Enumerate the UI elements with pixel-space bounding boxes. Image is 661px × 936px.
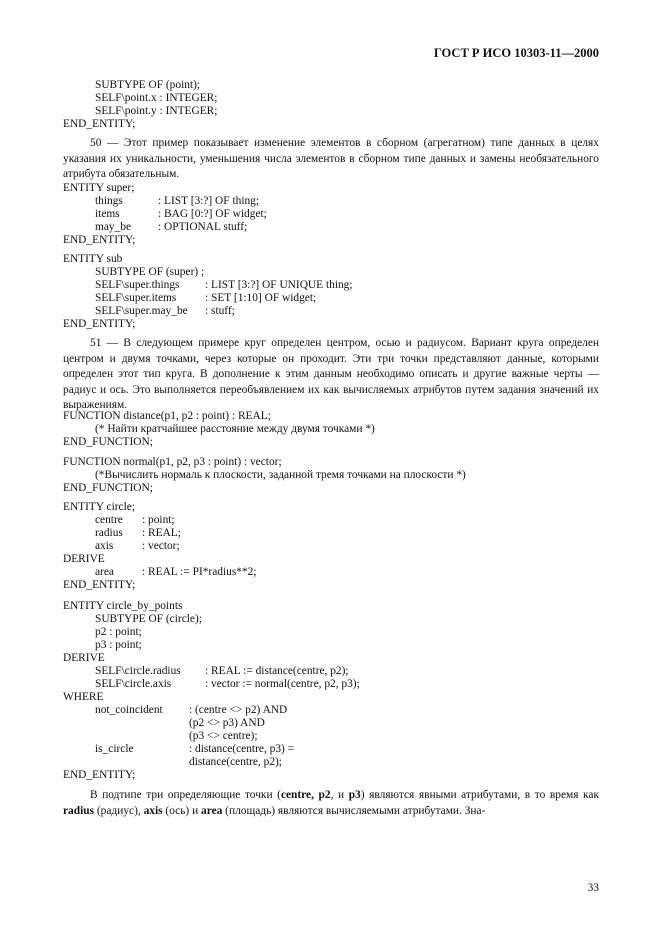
code-line: SUBTYPE OF (point); — [95, 79, 201, 91]
code-line: (p2 <> p3) AND — [189, 717, 265, 729]
para-text: ) являются явными атрибутами, в то время как — [360, 789, 599, 801]
code-line: END_FUNCTION; — [63, 482, 153, 494]
code-attr-name: may_be — [95, 221, 132, 233]
code-line: SUBTYPE OF (circle); — [95, 613, 202, 625]
example-50-text: 50 — Этот пример показывает изменение элементов в сборном (агрегатном) типе данных в целях указания их уникальности, уменьшения числа элементов в сборном типе данных и замены необязательного атрибута обязательным. — [63, 137, 599, 180]
code-attr-name: is_circle — [95, 743, 134, 755]
code-line: ENTITY sub — [63, 253, 123, 265]
code-line: SUBTYPE OF (super) ; — [95, 266, 205, 278]
example-51-text: 51 — В следующем примере круг определен центром, осью и радиусом. Вариант круга определен центром и двумя точками, через которые он проходит. Эти три точки представляют данные, которыми определен этот тип круга. В дополнение к этим данным необходимо описать и другие важные черты — радиус и ось. Это выполняется переобъявлением их как вычисляемых атрибутов путем задания значений их выражениям. — [63, 337, 599, 411]
code-attr-name: radius — [95, 527, 123, 539]
code-line: END_ENTITY; — [63, 118, 136, 130]
code-line: FUNCTION distance(p1, p2 : point) : REAL; — [63, 410, 271, 422]
code-line: END_ENTITY; — [63, 234, 136, 246]
code-attr-name: not_coincident — [95, 704, 163, 716]
code-attr-type: : REAL := PI*radius**2; — [142, 566, 257, 578]
code-comment: (* Найти кратчайшее расстояние между двумя точками *) — [95, 423, 375, 435]
code-attr-type: : point; — [142, 514, 175, 526]
code-line: p2 : point; — [95, 626, 142, 638]
para-text: (радиус), — [94, 804, 144, 817]
code-attr-name: SELF\super.items — [95, 292, 177, 304]
code-attr-type: : stuff; — [205, 305, 235, 317]
code-line: END_ENTITY; — [63, 769, 136, 781]
code-line: ENTITY circle; — [63, 501, 135, 513]
para-text: , и — [330, 789, 349, 801]
code-attr-type: : LIST [3:?] OF UNIQUE thing; — [205, 279, 353, 291]
code-keyword: WHERE — [63, 691, 104, 703]
code-keyword: DERIVE — [63, 652, 105, 664]
page-number: 33 — [587, 882, 599, 894]
code-attr-name: SELF\super.things — [95, 279, 180, 291]
code-line: ENTITY circle_by_points — [63, 600, 183, 612]
example-51-paragraph — [63, 336, 599, 414]
code-attr-name: SELF\circle.radius — [95, 665, 181, 677]
code-keyword: DERIVE — [63, 553, 105, 565]
code-attr-name: things — [95, 195, 123, 207]
code-comment: (*Вычислить нормаль к плоскости, заданной тремя точками на плоскости *) — [95, 469, 466, 481]
para-text: (ось) и — [162, 804, 202, 817]
code-attr-type: : SET [1:10] OF widget; — [205, 292, 317, 304]
code-attr-name: SELF\super.may_be — [95, 305, 188, 317]
code-line: END_ENTITY; — [63, 318, 136, 330]
code-attr-name: items — [95, 208, 120, 220]
code-attr-type: : OPTIONAL stuff; — [158, 221, 248, 233]
code-line: p3 : point; — [95, 639, 142, 651]
code-attr-type: : REAL := distance(centre, p2); — [205, 665, 349, 677]
para-text: В подтипе три определяющие точки ( — [90, 789, 281, 801]
para-bold: area — [201, 804, 223, 817]
code-line: END_ENTITY; — [63, 579, 136, 591]
code-attr-type: : vector := normal(centre, p2, p3); — [205, 678, 360, 690]
code-attr-name: SELF\circle.axis — [95, 678, 172, 690]
code-line: ENTITY super; — [63, 182, 135, 194]
example-50-paragraph — [63, 136, 599, 183]
code-attr-name: axis — [95, 540, 114, 552]
code-attr-type: : BAG [0:?] OF widget; — [158, 208, 267, 220]
code-line: distance(centre, p2); — [189, 756, 282, 768]
code-line: FUNCTION normal(p1, p2, p3 : point) : vector; — [63, 456, 282, 468]
closing-paragraph — [63, 788, 599, 819]
code-attr-type: : (centre <> p2) AND — [189, 704, 288, 716]
page-header: ГОСТ Р ИСО 10303-11—2000 — [433, 46, 599, 60]
para-bold: axis — [143, 804, 163, 817]
para-text: (площадь) являются вычисляемыми атрибутами. Зна- — [222, 804, 486, 817]
code-attr-type: : LIST [3:?] OF thing; — [158, 195, 260, 207]
para-bold: p3 — [348, 789, 361, 801]
code-line: END_FUNCTION; — [63, 436, 153, 448]
para-bold: centre, p2 — [280, 789, 331, 801]
code-line: SELF\point.y : INTEGER; — [95, 105, 218, 117]
code-attr-name: area — [95, 566, 114, 578]
para-bold: radius — [63, 804, 95, 817]
code-line: SELF\point.x : INTEGER; — [95, 92, 218, 104]
code-line: (p3 <> centre); — [189, 730, 258, 742]
code-attr-type: : vector; — [142, 540, 180, 552]
code-attr-type: : REAL; — [142, 527, 181, 539]
code-attr-name: centre — [95, 514, 123, 526]
code-attr-type: : distance(centre, p3) = — [189, 743, 295, 755]
